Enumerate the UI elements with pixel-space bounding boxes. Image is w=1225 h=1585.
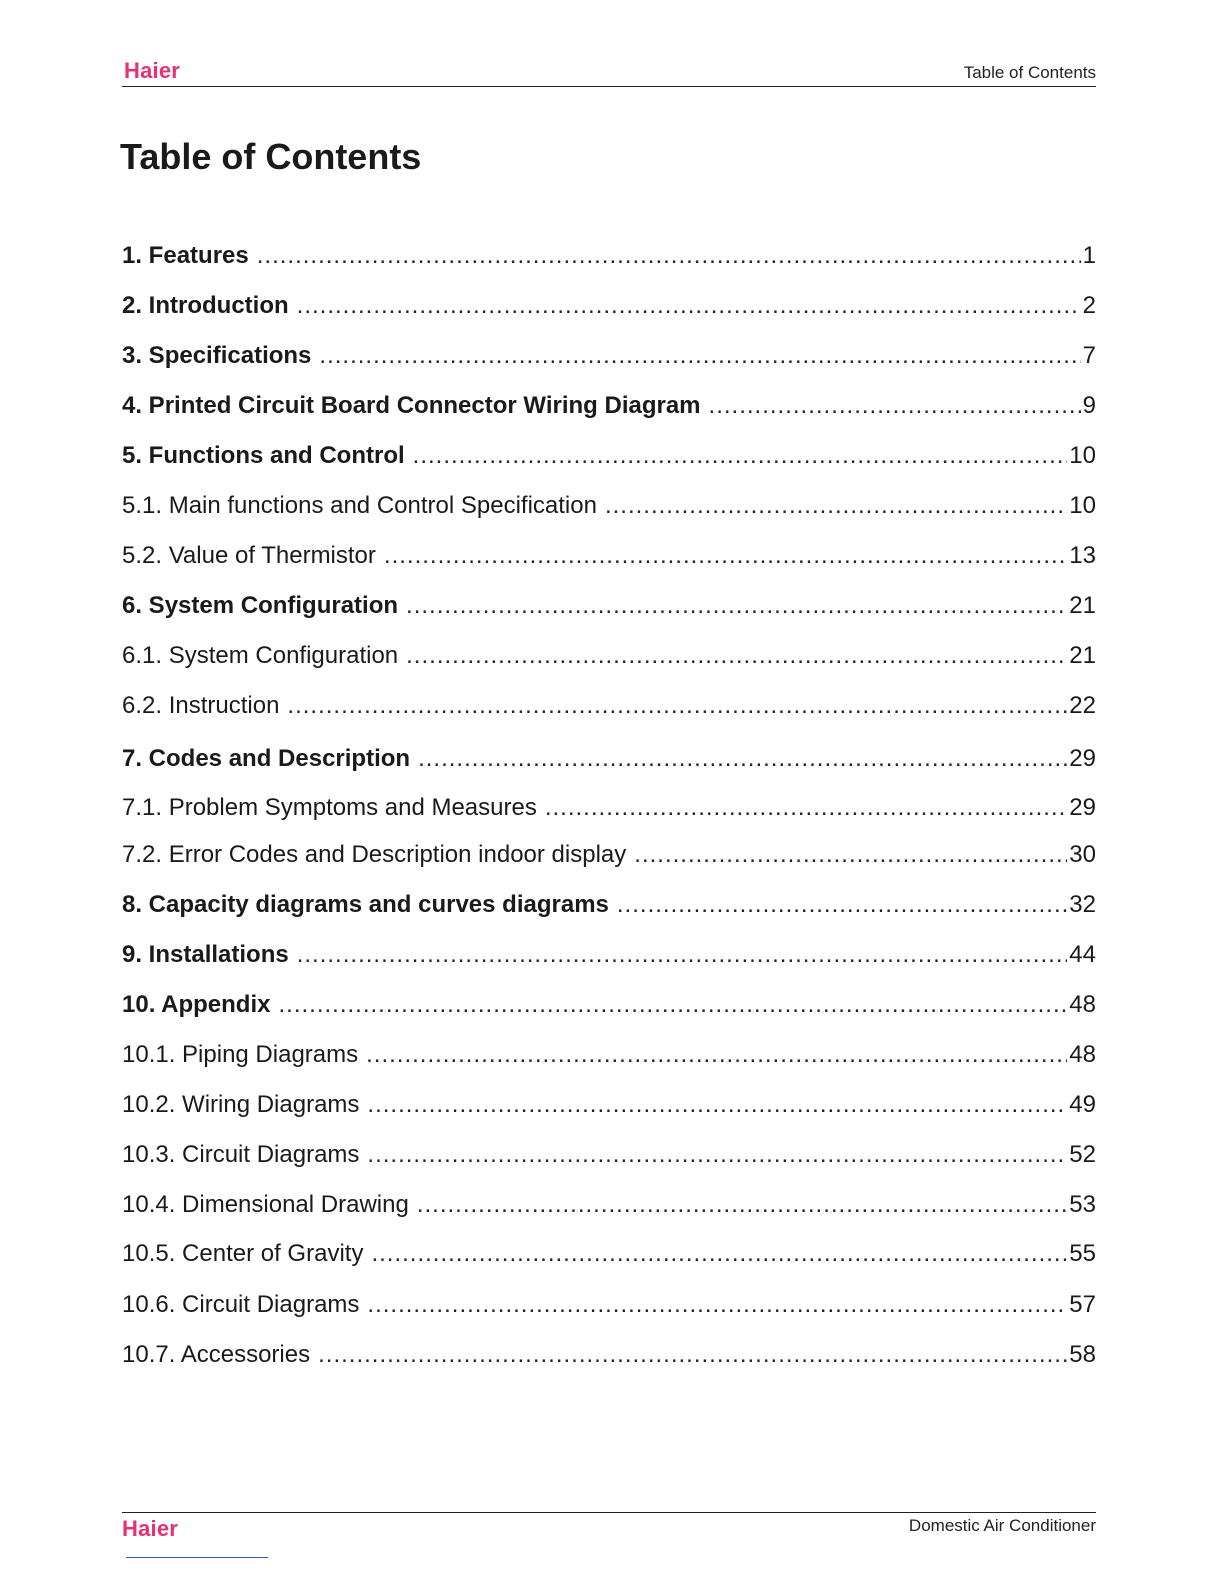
toc-entry[interactable] <box>122 242 1096 276</box>
toc-entry-label: 4. Printed Circuit Board Connector Wiring Diagram <box>122 392 701 419</box>
toc-entry-label: 6. System Configuration <box>122 592 399 619</box>
toc-dot-leader <box>318 1341 1067 1369</box>
toc-page-number: 55 <box>1069 1240 1096 1267</box>
toc-entry[interactable] <box>122 1191 1096 1225</box>
toc-entry-label: 10.7. Accessories <box>122 1341 311 1368</box>
toc-dot-leader <box>617 891 1067 919</box>
toc-page-number: 13 <box>1069 542 1096 569</box>
toc-entry-label: 10.6. Circuit Diagrams <box>122 1291 360 1318</box>
toc-entry-label: 6.2. Instruction <box>122 692 280 719</box>
toc-entry[interactable] <box>122 1341 1096 1375</box>
toc-dot-leader <box>371 1240 1067 1268</box>
toc-entry[interactable] <box>122 794 1096 828</box>
toc-dot-leader <box>366 1041 1067 1069</box>
toc-dot-leader <box>413 442 1068 470</box>
toc-dot-leader <box>319 342 1080 370</box>
footer-doc-type: Domestic Air Conditioner <box>908 1516 1096 1535</box>
toc-entry-label: 1. Features <box>122 242 249 269</box>
toc-dot-leader <box>278 991 1067 1019</box>
toc-dot-leader <box>418 745 1067 773</box>
toc-page-number: 7 <box>1082 342 1096 369</box>
toc-dot-leader <box>406 642 1067 670</box>
toc-entry-label: 9. Installations <box>122 941 289 968</box>
toc-page-number: 48 <box>1069 1041 1096 1068</box>
page-footer <box>122 1512 1096 1543</box>
page-header <box>122 58 1096 87</box>
toc-entry-label: 5. Functions and Control <box>122 442 405 469</box>
toc-entry-label: 2. Introduction <box>122 292 289 319</box>
toc-entry[interactable] <box>122 1141 1096 1175</box>
toc-entry[interactable] <box>122 1041 1096 1075</box>
toc-page-number: 58 <box>1069 1341 1096 1368</box>
toc-entry[interactable] <box>122 1240 1096 1274</box>
toc-dot-leader <box>367 1291 1067 1319</box>
page-title: Table of Contents <box>120 136 422 177</box>
toc-page-number: 21 <box>1069 642 1096 669</box>
toc-page-number: 29 <box>1069 794 1096 821</box>
toc-entry-label: 7.1. Problem Symptoms and Measures <box>122 794 537 821</box>
toc-page-number: 2 <box>1082 292 1096 319</box>
toc-page-number: 53 <box>1069 1191 1096 1218</box>
toc-dot-leader <box>367 1141 1067 1169</box>
toc-entry[interactable] <box>122 991 1096 1025</box>
toc-dot-leader <box>417 1191 1067 1219</box>
toc-page-number: 30 <box>1069 841 1096 868</box>
toc-entry-label: 10.5. Center of Gravity <box>122 1240 364 1267</box>
toc-entry[interactable] <box>122 941 1096 975</box>
toc-page-number: 9 <box>1082 392 1096 419</box>
toc-page-number: 49 <box>1069 1091 1096 1118</box>
toc-dot-leader <box>384 542 1067 570</box>
toc-entry[interactable] <box>122 442 1096 476</box>
toc-page-number: 48 <box>1069 991 1096 1018</box>
toc-entry-label: 7.2. Error Codes and Description indoor display <box>122 841 627 868</box>
toc-entry[interactable] <box>122 642 1096 676</box>
toc-dot-leader <box>605 492 1067 520</box>
toc-entry[interactable] <box>122 292 1096 326</box>
toc-entry-label: 10. Appendix <box>122 991 271 1018</box>
toc-entry-label: 8. Capacity diagrams and curves diagrams <box>122 891 609 918</box>
toc-entry-label: 7. Codes and Description <box>122 745 411 772</box>
haier-logo: Haier <box>124 58 181 83</box>
toc-entry[interactable] <box>122 692 1096 726</box>
toc-entry[interactable] <box>122 342 1096 376</box>
toc-entry[interactable] <box>122 1291 1096 1325</box>
toc-entry[interactable] <box>122 891 1096 925</box>
header-section-title: Table of Contents <box>963 63 1096 82</box>
toc-entry[interactable] <box>122 392 1096 426</box>
toc-page-number: 29 <box>1069 745 1096 772</box>
haier-logo-footer: Haier <box>122 1516 179 1541</box>
toc-page-number: 32 <box>1069 891 1096 918</box>
toc-entry-label: 3. Specifications <box>122 342 312 369</box>
toc-entry[interactable] <box>122 745 1096 779</box>
toc-entry-label: 6.1. System Configuration <box>122 642 399 669</box>
toc-dot-leader <box>297 292 1081 320</box>
toc-entry-label: 10.3. Circuit Diagrams <box>122 1141 360 1168</box>
toc-page-number: 52 <box>1069 1141 1096 1168</box>
toc-page-number: 44 <box>1069 941 1096 968</box>
toc-page-number: 57 <box>1069 1291 1096 1318</box>
toc-entry-label: 10.1. Piping Diagrams <box>122 1041 359 1068</box>
toc-dot-leader <box>634 841 1067 869</box>
toc-entry[interactable] <box>122 592 1096 626</box>
toc-page-number: 10 <box>1069 492 1096 519</box>
toc-dot-leader <box>709 392 1081 420</box>
toc-dot-leader <box>545 794 1067 822</box>
toc-dot-leader <box>297 941 1068 969</box>
toc-page-number: 1 <box>1082 242 1096 269</box>
toc-entry[interactable] <box>122 542 1096 576</box>
toc-dot-leader <box>406 592 1067 620</box>
toc-entry-label: 5.1. Main functions and Control Specification <box>122 492 597 519</box>
toc-entry-label: 10.4. Dimensional Drawing <box>122 1191 409 1218</box>
toc-dot-leader <box>287 692 1067 720</box>
footer-link-underline <box>126 1557 268 1558</box>
toc-dot-leader <box>257 242 1081 270</box>
toc-dot-leader <box>367 1091 1067 1119</box>
toc-page-number: 10 <box>1069 442 1096 469</box>
toc-page-number: 21 <box>1069 592 1096 619</box>
toc-entry-label: 5.2. Value of Thermistor <box>122 542 376 569</box>
toc-entry[interactable] <box>122 1091 1096 1125</box>
toc-entry[interactable] <box>122 492 1096 526</box>
toc-entry[interactable] <box>122 841 1096 875</box>
toc-entry-label: 10.2. Wiring Diagrams <box>122 1091 360 1118</box>
toc-page-number: 22 <box>1069 692 1096 719</box>
